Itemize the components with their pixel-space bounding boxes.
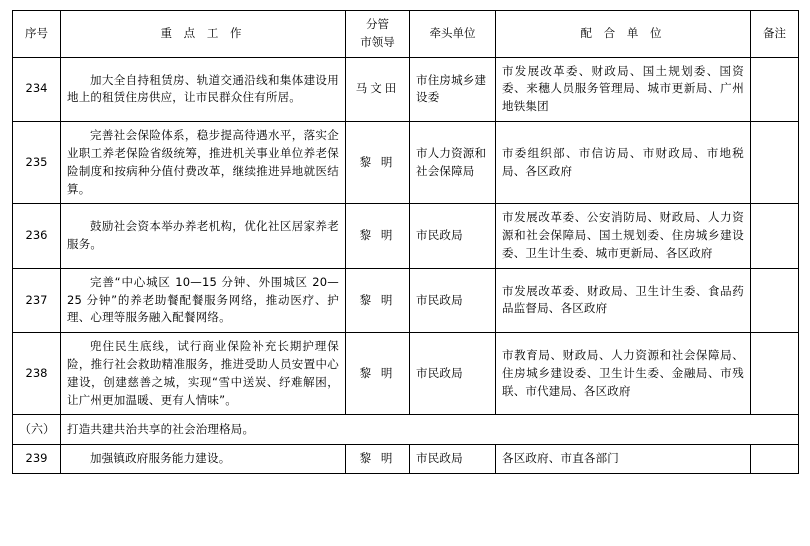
cell-no: 236	[13, 204, 61, 268]
cell-leader: 黎 明	[346, 268, 410, 332]
cell-work: 鼓励社会资本举办养老机构，优化社区居家养老服务。	[61, 204, 346, 268]
cell-coop-unit: 市发展改革委、财政局、卫生计生委、食品药品监督局、各区政府	[496, 268, 751, 332]
table-row	[13, 57, 799, 121]
table-row	[13, 122, 799, 204]
cell-remark	[751, 445, 799, 474]
cell-remark	[751, 122, 799, 204]
header-work: 重 点 工 作	[61, 11, 346, 58]
header-no: 序号	[13, 11, 61, 58]
cell-no: 238	[13, 333, 61, 415]
table-row	[13, 204, 799, 268]
table-row	[13, 445, 799, 474]
work-plan-table	[12, 10, 799, 474]
cell-remark	[751, 204, 799, 268]
cell-no: 239	[13, 445, 61, 474]
header-remark: 备注	[751, 11, 799, 58]
cell-lead-unit: 市民政局	[410, 445, 496, 474]
cell-remark	[751, 268, 799, 332]
cell-coop-unit: 市发展改革委、公安消防局、财政局、人力资源和社会保障局、国土规划委、住房城乡建设委、卫生计生委、城市更新局、各区政府	[496, 204, 751, 268]
header-leader-line1: 分管	[366, 17, 389, 31]
cell-no: 234	[13, 57, 61, 121]
cell-coop-unit: 各区政府、市直各部门	[496, 445, 751, 474]
cell-lead-unit: 市民政局	[410, 268, 496, 332]
cell-leader: 马文田	[346, 57, 410, 121]
table-header	[13, 11, 799, 58]
header-leader	[346, 11, 410, 58]
cell-no: 237	[13, 268, 61, 332]
cell-work: 加大全自持租赁房、轨道交通沿线和集体建设用地上的租赁住房供应，让市民群众住有所居。	[61, 57, 346, 121]
table-row	[13, 333, 799, 415]
cell-work: 完善“中心城区 10—15 分钟、外围城区 20—25 分钟”的养老助餐配餐服务网络，推动医疗、护理、心理等服务融入配餐网络。	[61, 268, 346, 332]
cell-coop-unit: 市教育局、财政局、人力资源和社会保障局、住房城乡建设委、卫生计生委、金融局、市残联、市代建局、各区政府	[496, 333, 751, 415]
section-row	[13, 415, 799, 445]
cell-leader: 黎 明	[346, 333, 410, 415]
cell-leader: 黎 明	[346, 204, 410, 268]
cell-work: 完善社会保险体系，稳步提高待遇水平，落实企业职工养老保险省级统筹，推进机关事业单位养老保险制度和按病种分值付费改革，继续推进异地就医结算。	[61, 122, 346, 204]
cell-leader: 黎 明	[346, 445, 410, 474]
cell-remark	[751, 57, 799, 121]
cell-lead-unit: 市住房城乡建设委	[410, 57, 496, 121]
table-body	[13, 57, 799, 473]
cell-lead-unit: 市民政局	[410, 204, 496, 268]
cell-lead-unit: 市民政局	[410, 333, 496, 415]
cell-remark	[751, 333, 799, 415]
header-leader-line2: 市领导	[360, 34, 395, 49]
header-coop-unit: 配 合 单 位	[496, 11, 751, 58]
header-lead-unit: 牵头单位	[410, 11, 496, 58]
cell-no: 235	[13, 122, 61, 204]
cell-coop-unit: 市发展改革委、财政局、国土规划委、国资委、来穗人员服务管理局、城市更新局、广州地铁集团	[496, 57, 751, 121]
table-row	[13, 268, 799, 332]
header-row	[13, 11, 799, 58]
cell-lead-unit: 市人力资源和社会保障局	[410, 122, 496, 204]
cell-work: 加强镇政府服务能力建设。	[61, 445, 346, 474]
cell-section-no: （六）	[13, 415, 61, 445]
cell-coop-unit: 市委组织部、市信访局、市财政局、市地税局、各区政府	[496, 122, 751, 204]
cell-work: 兜住民生底线，试行商业保险补充长期护理保险，推行社会救助精准服务，推进受助人员安置中心建设，创建慈善之城，实现“雪中送炭、纾难解困，让广州更加温暖、更有人情味”。	[61, 333, 346, 415]
cell-leader: 黎 明	[346, 122, 410, 204]
cell-section-title: 打造共建共治共享的社会治理格局。	[61, 415, 799, 445]
